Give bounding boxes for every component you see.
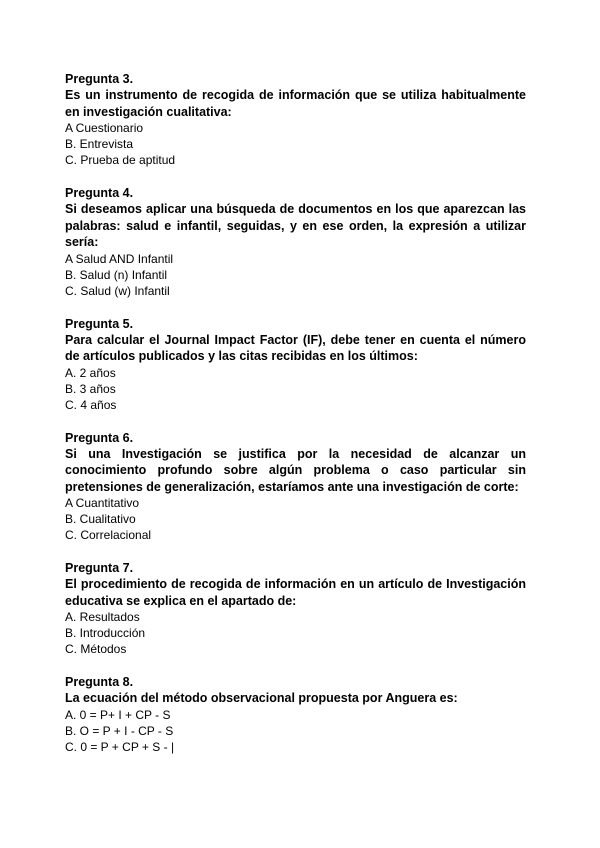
question-number: Pregunta 5. xyxy=(65,316,134,331)
option-a: A. 0 = P+ I + CP - S xyxy=(65,707,171,722)
question-text: Si deseamos aplicar una búsqueda de documentos en los que aparezcan las palabras: salud e infantil, seguidas, y en ese orden, la expresión a utilizar sería: xyxy=(65,202,526,249)
question-number: Pregunta 7. xyxy=(65,561,134,575)
option-b: B. Introducción xyxy=(65,626,146,640)
option-list xyxy=(65,495,526,543)
question-text: Es un instrumento de recogida de información que se utiliza habitualmente en investigación cualitativa: xyxy=(65,88,526,119)
option-a: A Cuestionario xyxy=(65,121,144,135)
document-page xyxy=(65,71,526,772)
question-text: El procedimiento de recogida de información en un artículo de Investigación educativa se explica en el apartado de: xyxy=(65,577,526,608)
question-text: Si una Investigación se justifica por la necesidad de alcanzar un conocimiento profundo sobre algún problema o caso particular sin pretensiones de generalización, estaríamos ante una investigación de corte: xyxy=(65,446,526,494)
option-list xyxy=(65,707,526,755)
question-7 xyxy=(65,560,526,657)
option-a: A Salud AND Infantil xyxy=(65,251,174,266)
question-number: Pregunta 6. xyxy=(65,430,134,445)
option-b: B. O = P + I - CP - S xyxy=(65,723,174,738)
option-list xyxy=(65,365,526,413)
question-number: Pregunta 3. xyxy=(65,72,134,86)
question-3 xyxy=(65,71,526,168)
question-text: La ecuación del método observacional propuesta por Anguera es: xyxy=(65,691,458,705)
option-a: A. Resultados xyxy=(65,610,140,624)
question-number: Pregunta 4. xyxy=(65,186,134,200)
question-6 xyxy=(65,430,526,544)
option-b: B. 3 años xyxy=(65,381,116,396)
option-c: C. Correlacional xyxy=(65,528,152,542)
question-number: Pregunta 8. xyxy=(65,675,134,689)
option-b: B. Salud (n) Infantil xyxy=(65,267,168,282)
option-a: A. 2 años xyxy=(65,365,116,380)
option-b: B. Cualitativo xyxy=(65,512,136,526)
option-a: A Cuantitativo xyxy=(65,496,140,510)
question-8 xyxy=(65,674,526,755)
question-5 xyxy=(65,316,526,413)
option-list xyxy=(65,609,526,657)
question-text: Para calcular el Journal Impact Factor (IF), debe tener en cuenta el número de artículos publicados y las citas recibidas en los últimos: xyxy=(65,332,526,363)
option-c: C. Métodos xyxy=(65,642,127,656)
question-4 xyxy=(65,185,526,299)
option-c: C. 4 años xyxy=(65,397,117,412)
option-list xyxy=(65,120,526,168)
option-c: C. Prueba de aptitud xyxy=(65,153,176,167)
option-b: B. Entrevista xyxy=(65,137,134,151)
option-c: C. 0 = P + CP + S - | xyxy=(65,739,175,754)
option-c: C. Salud (w) Infantil xyxy=(65,283,170,298)
option-list xyxy=(65,251,526,299)
